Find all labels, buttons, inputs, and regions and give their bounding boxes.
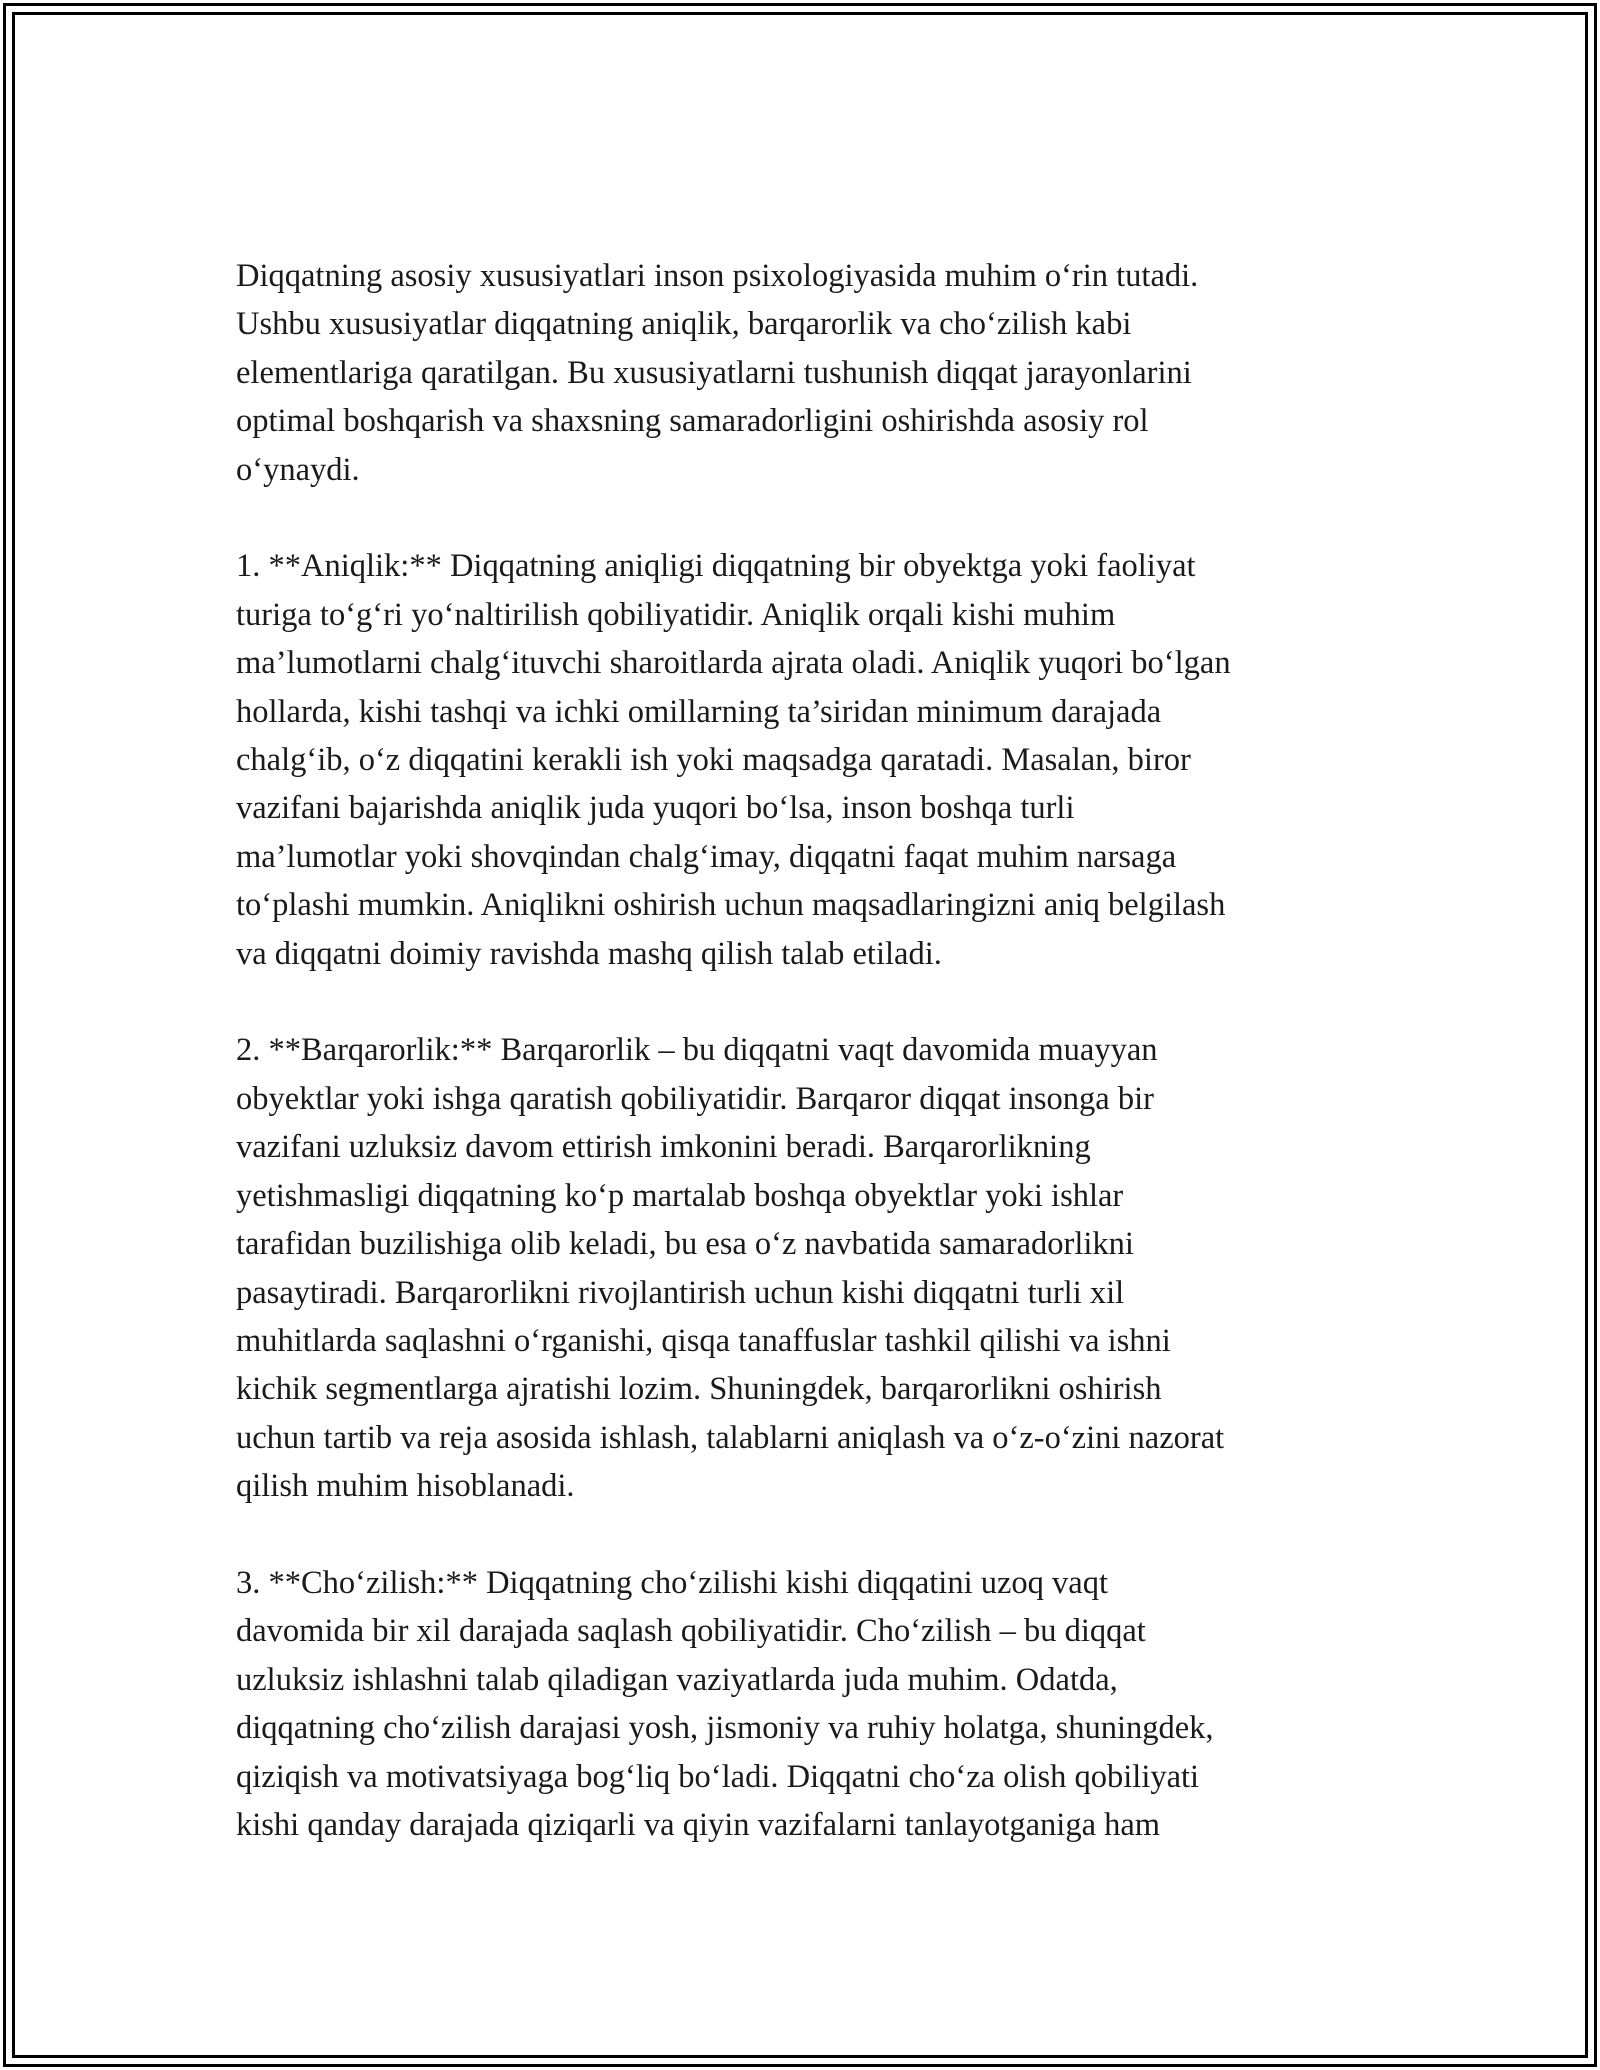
chozilish-paragraph: 3. **Cho‘zilish:** Diqqatning cho‘zilishi kishi diqqatini uzoq vaqt davomida bir xil darajada saqlash qobiliyatidir. Cho‘zilish – bu diqqat uzluksiz ishlashni talab qiladigan vaziyatlarda juda muhim. Odatda, diqqatning cho‘zilish darajasi yosh, jismoniy va ruhiy holatga, shuningdek, qiziqish va motivatsiyaga bog‘liq bo‘ladi. Diqqatni cho‘za olish qobiliyati kishi qanday darajada qiziqarli va qiyin vazifalarni tanlayotganiga ham xyxy=(236,1564,1214,1843)
aniqlik-paragraph: 1. **Aniqlik:** Diqqatning aniqligi diqqatning bir obyektga yoki faoliyat turiga to‘g‘ri yo‘naltirilish qobiliyatidir. Aniqlik orqali kishi muhim ma’lumotlarni chalg‘ituvchi sharoitlarda ajrata oladi. Aniqlik yuqori bo‘lgan hollarda, kishi tashqi va ichki omillarning ta’siridan minimum darajada chalg‘ib, o‘z diqqatini kerakli ish yoki maqsadga qaratadi. Masalan, biror vazifani bajarishda aniqlik juda yuqori bo‘lsa, inson boshqa turli ma’lumotlar yoki shovqindan chalg‘imay, diqqatni faqat muhim narsaga to‘plashi mumkin. Aniqlikni oshirish uchun maqsadlaringizni aniq belgilash va diqqatni doimiy ravishda mashq qilish talab etiladi. xyxy=(236,548,1231,972)
barqarorlik-paragraph: 2. **Barqarorlik:** Barqarorlik – bu diqqatni vaqt davomida muayyan obyektlar yoki ishga qaratish qobiliyatidir. Barqaror diqqat insonga bir vazifani uzluksiz davom ettirish imkonini beradi. Barqarorlikning yetishmasligi diqqatning ko‘p martalab boshqa obyektlar yoki ishlar tarafidan buzilishiga olib keladi, bu esa o‘z navbatida samaradorlikni pasaytiradi. Barqarorlikni rivojlantirish uchun kishi diqqatni turli xil muhitlarda saqlashni o‘rganishi, qisqa tanaffuslar tashkil qilishi va ishni kichik segmentlarga ajratishi lozim. Shuningdek, barqarorlikni oshirish uchun tartib va reja asosida ishlash, talablarni aniqlash va o‘z-o‘zini nazorat qilish muhim hisoblanadi. xyxy=(236,1032,1225,1505)
intro-paragraph: Diqqatning asosiy xususiyatlari inson psixologiyasida muhim o‘rin tutadi. Ushbu xususiyatlar diqqatning aniqlik, barqarorlik va cho‘zilish kabi elementlariga qaratilgan. Bu xususiyatlarni tushunish diqqat jarayonlarini optimal boshqarish va shaxsning samaradorligini oshirishda asosiy rol o‘ynaydi. xyxy=(236,258,1199,488)
document-body xyxy=(236,252,1386,1898)
